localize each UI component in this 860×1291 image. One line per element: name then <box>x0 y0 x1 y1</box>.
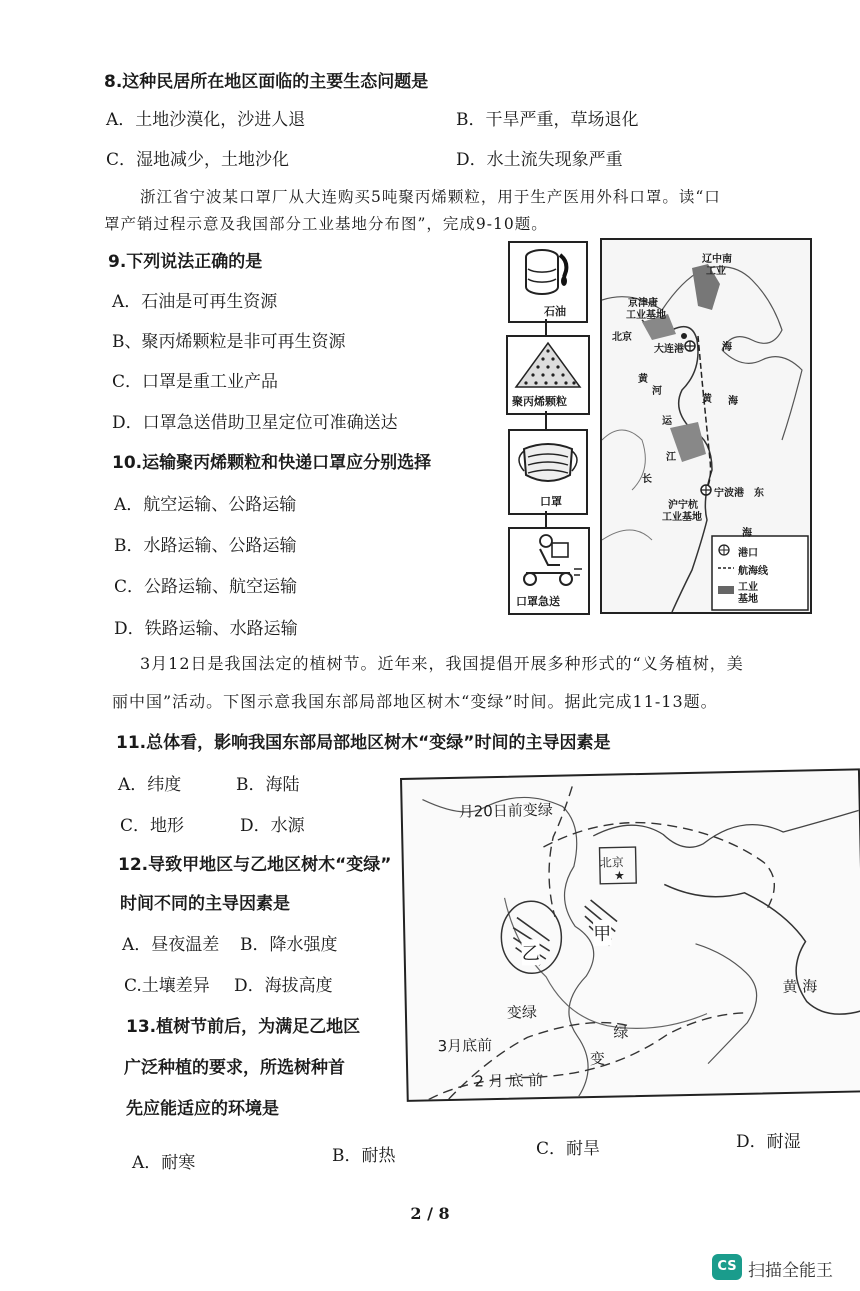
q13-option-c: C．耐旱 <box>536 1139 601 1159</box>
chain-arrow <box>545 319 547 335</box>
q12-option-d: D．海拔高度 <box>234 976 333 996</box>
map1-label-huang: 黄 <box>638 374 648 385</box>
q13-option-b: B．耐热 <box>332 1146 396 1166</box>
map1-label-jiang: 江 <box>666 452 676 463</box>
map2-label-yellow-sea: 黄 海 <box>782 977 818 997</box>
q8-stem: 8.这种民居所在地区面临的主要生态问题是 <box>104 72 429 92</box>
map1-label-dong: 东 <box>754 488 764 499</box>
q12-stem-line2: 时间不同的主导因素是 <box>120 894 290 914</box>
q13-option-d: D．耐湿 <box>736 1132 801 1152</box>
legend-base-2: 基地 <box>738 594 758 605</box>
pellets-label: 聚丙烯颗粒 <box>512 395 567 408</box>
legend-route: 航海线 <box>738 566 768 577</box>
delivery-box <box>508 527 590 615</box>
legend-port: 港口 <box>738 548 758 559</box>
q13-option-a: A．耐寒 <box>132 1153 196 1173</box>
map2-label-mar-end: 3月底前 <box>437 1036 493 1056</box>
svg-text:★: ★ <box>613 868 625 883</box>
map1-label-yun: 运 <box>662 416 672 427</box>
q11-stem: 11.总体看，影响我国东部局部地区树木“变绿”时间的主导因素是 <box>116 733 611 753</box>
q12-stem-line1: 12.导致甲地区与乙地区树木“变绿” <box>118 855 392 875</box>
industrial-base-map <box>600 238 812 614</box>
q10-option-b: B．水路运输、公路运输 <box>114 536 297 556</box>
q10-option-a: A．航空运输、公路运输 <box>114 495 297 515</box>
q12-option-a: A．昼夜温差 <box>122 935 220 955</box>
q10-stem: 10.运输聚丙烯颗粒和快递口罩应分别选择 <box>112 453 432 473</box>
map1-label-jingjintang-2: 工业基地 <box>626 310 666 321</box>
map1-label-hai2: 海 <box>728 396 738 407</box>
q8-option-c: C．湿地减少，土地沙化 <box>106 150 290 170</box>
pellets-box <box>506 335 590 415</box>
intro-11-13-line2: 丽中国”活动。下图示意我国东部局部地区树木“变绿”时间。据此完成11-13题。 <box>112 692 718 711</box>
map2-label-jia: 甲 <box>593 920 612 946</box>
chain-arrow <box>545 411 547 429</box>
q8-option-a: A．土地沙漠化，沙进人退 <box>106 110 306 130</box>
q11-option-a: A．纬度 <box>118 775 182 795</box>
q9-option-a: A．石油是可再生资源 <box>112 292 278 312</box>
q13-stem-line2: 广泛种植的要求，所选树种首 <box>124 1058 345 1078</box>
camscanner-watermark: 扫描全能王 <box>748 1261 833 1281</box>
q9-stem: 9.下列说法正确的是 <box>108 252 263 272</box>
mask-box <box>508 429 588 515</box>
q11-option-b: B．海陆 <box>236 775 300 795</box>
q11-option-c: C．地形 <box>120 816 185 836</box>
map1-label-liaozhongnan-2: 工业 <box>706 266 726 277</box>
map1-label-he: 河 <box>652 386 662 397</box>
q10-option-c: C．公路运输、航空运输 <box>114 577 298 597</box>
intro-9-10-line2: 罩产销过程示意及我国部分工业基地分布图”，完成9-10题。 <box>104 215 548 233</box>
oil-barrel-icon <box>510 243 586 303</box>
q12-option-b: B．降水强度 <box>240 935 338 955</box>
q9-option-b: B、聚丙烯颗粒是非可再生资源 <box>112 332 346 352</box>
mask-icon <box>510 431 586 493</box>
page-number: 2 / 8 <box>410 1204 450 1223</box>
map2-label-yi: 乙 <box>521 939 540 965</box>
camscanner-logo-icon: CS <box>712 1254 742 1280</box>
intro-9-10-line1: 浙江省宁波某口罩厂从大连购买5吨聚丙烯颗粒，用于生产医用外科口罩。读“口 <box>140 188 721 206</box>
map2-label-apr20: 月20日前变绿 <box>458 800 553 821</box>
map2-label-lv: 绿 <box>613 1023 629 1042</box>
mask-label: 口罩 <box>540 495 562 508</box>
q9-option-c: C．口罩是重工业产品 <box>112 372 279 392</box>
q13-stem-line1: 13.植树节前后，为满足乙地区 <box>126 1017 361 1037</box>
q8-option-b: B．干旱严重，草场退化 <box>456 110 639 130</box>
map1-label-hai: 海 <box>722 342 732 353</box>
map1-label-liaozhongnan: 辽中南 <box>702 254 732 265</box>
q8-option-d: D．水土流失现象严重 <box>456 150 623 170</box>
legend-base-1: 工业 <box>738 582 758 593</box>
map1-label-huanghai: 黄 <box>702 394 712 405</box>
pellet-pile-icon <box>508 337 588 393</box>
map1-label-hai3: 海 <box>742 528 752 539</box>
map1-label-huninghang: 沪宁杭 <box>668 500 698 511</box>
map2-label-beijing: 北京 <box>599 855 624 870</box>
intro-11-13-line1: 3月12日是我国法定的植树节。近年来，我国提倡开展多种形式的“义务植树，美 <box>140 654 744 673</box>
map1-label-ningbo-port: 宁波港 <box>714 488 744 499</box>
q9-option-d: D．口罩急送借助卫星定位可准确送达 <box>112 413 398 433</box>
greening-time-map <box>400 768 860 1102</box>
map1-label-dalian-port: 大连港 <box>654 344 684 355</box>
oil-box <box>508 241 588 323</box>
q11-option-d: D．水源 <box>240 816 305 836</box>
oil-label: 石油 <box>544 305 566 318</box>
q10-option-d: D．铁路运输、水路运输 <box>114 619 298 639</box>
map2-label-bianlv: 变绿 <box>506 1003 538 1022</box>
map1-label-jingjintang: 京津唐 <box>628 298 658 309</box>
map1-label-beijing: 北京 <box>612 332 632 343</box>
map1-label-chang: 长 <box>642 474 652 485</box>
courier-scooter-icon <box>510 529 588 591</box>
map1-label-huninghang-2: 工业基地 <box>662 512 702 523</box>
q12-option-c: C.土壤差异 <box>124 976 210 996</box>
chain-arrow <box>545 511 547 527</box>
map2-label-feb-end: 2 月 底 前 <box>474 1071 544 1091</box>
q13-stem-line3: 先应能适应的环境是 <box>126 1099 279 1119</box>
delivery-label: 口罩急送 <box>516 595 560 608</box>
map2-label-bian: 变 <box>589 1049 606 1069</box>
